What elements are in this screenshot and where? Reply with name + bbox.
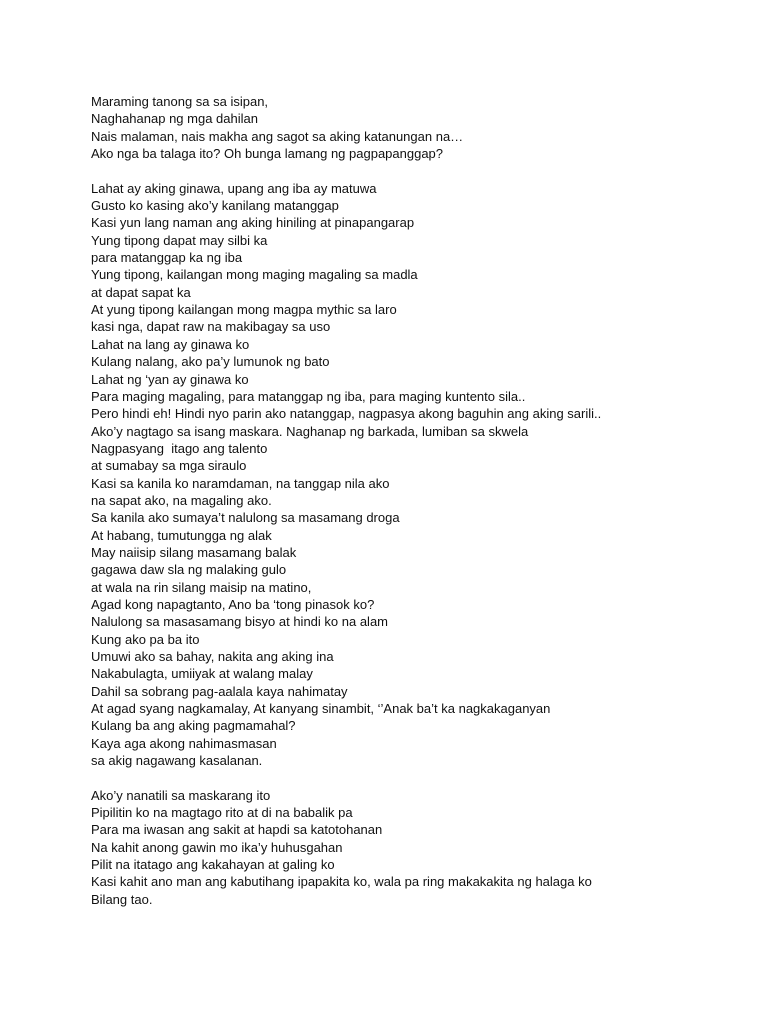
poem-line: Kulang nalang, ako pa’y lumunok ng bato: [91, 354, 330, 370]
poem-line: Ako nga ba talaga ito? Oh bunga lamang ng pagpapanggap?: [91, 146, 444, 162]
poem-line: Nagpasyang itago ang talento: [91, 440, 268, 456]
poem-stanza: [91, 180, 751, 770]
poem-line: Naghahanap ng mga dahilan: [91, 111, 258, 127]
poem-line: Nais malaman, nais makha ang sagot sa aking katanungan na…: [91, 128, 464, 144]
poem-line: Ako’y nanatili sa maskarang ito: [91, 787, 271, 803]
poem-line: May naiisip silang masamang balak: [91, 544, 297, 560]
poem-line: At habang, tumutungga ng alak: [91, 527, 272, 543]
poem-line: at sumabay sa mga siraulo: [91, 458, 247, 474]
poem-line: Nalulong sa masasamang bisyo at hindi ko na alam: [91, 614, 389, 630]
poem-line: Sa kanila ako sumaya’t nalulong sa masamang droga: [91, 510, 400, 526]
poem-line: Nakabulagta, umiiyak at walang malay: [91, 666, 313, 682]
poem-line: Lahat na lang ay ginawa ko: [91, 336, 250, 352]
poem-line: At agad syang nagkamalay, At kanyang sinambit, ‘’Anak ba’t ka nagkakaganyan: [91, 701, 551, 717]
poem-line: kasi nga, dapat raw na makibagay sa uso: [91, 319, 331, 335]
poem-line: Yung tipong, kailangan mong maging magaling sa madla: [91, 267, 418, 283]
poem-line: Gusto ko kasing ako’y kanilang matanggap: [91, 198, 339, 214]
poem-line: Pero hindi eh! Hindi nyo parin ako natanggap, nagpasya akong baguhin ang aking sarili..: [91, 406, 602, 422]
poem-body: [91, 93, 751, 908]
poem-line: Ako’y nagtago sa isang maskara. Naghanap ng barkada, lumiban sa skwela: [91, 423, 529, 439]
poem-line: Lahat ng ‘yan ay ginawa ko: [91, 371, 249, 387]
poem-line: Dahil sa sobrang pag-aalala kaya nahimatay: [91, 683, 348, 699]
poem-line: Para ma iwasan ang sakit at hapdi sa katotohanan: [91, 822, 383, 838]
poem-line: Kasi sa kanila ko naramdaman, na tanggap nila ako: [91, 475, 390, 491]
poem-line: Maraming tanong sa sa isipan,: [91, 94, 269, 109]
poem-stanza: [91, 93, 751, 162]
poem-line: Agad kong napagtanto, Ano ba ‘tong pinasok ko?: [91, 596, 375, 612]
poem-line: para matanggap ka ng iba: [91, 250, 243, 266]
poem-line: gagawa daw sla ng malaking gulo: [91, 562, 287, 578]
poem-line: at wala na rin silang maisip na matino,: [91, 579, 312, 595]
poem-line: Kung ako pa ba ito: [91, 631, 200, 647]
poem-line: na sapat ako, na magaling ako.: [91, 492, 272, 508]
poem-line: Kulang ba ang aking pagmamahal?: [91, 718, 296, 734]
poem-line: sa akig nagawang kasalanan.: [91, 753, 263, 769]
poem-line: Para maging magaling, para matanggap ng iba, para maging kuntento sila..: [91, 388, 526, 404]
poem-line: Umuwi ako sa bahay, nakita ang aking ina: [91, 649, 334, 664]
poem-line: Yung tipong dapat may silbi ka: [91, 232, 268, 248]
poem-line: Kasi yun lang naman ang aking hiniling at pinapangarap: [91, 215, 415, 231]
poem-line: at dapat sapat ka: [91, 284, 191, 300]
poem-line: Na kahit anong gawin mo ika’y huhusgahan: [91, 839, 343, 855]
poem-line: Lahat ay aking ginawa, upang ang iba ay matuwa: [91, 180, 377, 196]
poem-line: Pipilitin ko na magtago rito at di na babalik pa: [91, 805, 353, 821]
poem-line: Kaya aga akong nahimasmasan: [91, 735, 277, 751]
poem-line: Bilang tao.: [91, 891, 153, 907]
poem-line: Pilit na itatago ang kakahayan at galing ko: [91, 857, 335, 873]
poem-line: Kasi kahit ano man ang kabutihang ipapakita ko, wala pa ring makakakita ng halaga ko: [91, 874, 592, 890]
poem-stanza: [91, 787, 751, 908]
poem-line: At yung tipong kailangan mong magpa mythic sa laro: [91, 302, 397, 318]
